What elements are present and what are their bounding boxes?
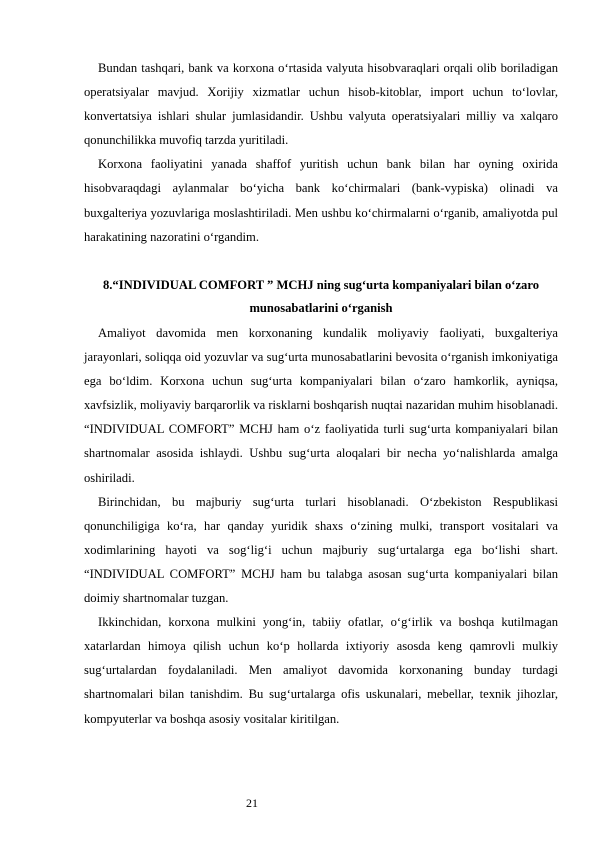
paragraph-bank-currency: Bundan tashqari, bank va korxona o‘rtasida valyuta hisobvaraqlari orqali olib boriladigan operatsiyalar mavjud. Xorijiy xizmatlar uchun hisob-kitoblar, import uchun to‘lovlar, konvertatsiya ishlari shular jumlasidandir. Ushbu valyuta operatsiyalari milliy va xalqaro qonunchilikka muvofiq tarzda yuritiladi.: [84, 61, 558, 148]
bottom-text-block: [84, 321, 558, 731]
paragraph-practice-overview: Amaliyot davomida men korxonaning kundalik moliyaviy faoliyati, buxgalteriya jarayonlari, soliqqa oid yozuvlar va sug‘urta munosabatlarini bevosita o‘rganish imkoniyatiga ega bo‘ldim. Korxona uchun sug‘urta kompaniyalari bilan o‘zaro hamkorlik, ayniqsa, xavfsizlik, moliyaviy barqarorlik va risklarni boshqarish nuqtai nazaridan muhim hisoblanadi. “INDIVIDUAL COMFORT” MCHJ ham o‘z faoliyatida turli sug‘urta kompaniyalari bilan shartnomalar asosida ishlaydi. Ushbu sug‘urta aloqalari bir necha yo‘nalishlarda amalga oshiriladi.: [84, 326, 558, 485]
top-text-block: [84, 56, 558, 249]
section-heading: 8.“INDIVIDUAL COMFORT ” MCHJ ning sug‘urta kompaniyalari bilan o‘zaro munosabatlarini o‘rganish: [102, 278, 540, 315]
paragraph-mandatory-insurance: Birinchidan, bu majburiy sug‘urta turlari hisoblanadi. O‘zbekiston Respublikasi qonunchiligiga ko‘ra, har qanday yuridik shaxs o‘zining mulki, transport vositalari va xodimlarining hayoti va sog‘lig‘i uchun majburiy sug‘urtalarga ega bo‘lishi shart. “INDIVIDUAL COMFORT” MCHJ ham bu talabga asosan sug‘urta kompaniyalari bilan doimiy shartnomalar tuzgan.: [84, 494, 558, 606]
page-number: 21: [246, 796, 258, 810]
paragraph-property-insurance: Ikkinchidan, korxona mulkini yong‘in, tabiiy ofatlar, o‘g‘irlik va boshqa kutilmagan xatarlardan himoya qilish uchun ko‘p hollarda ixtiyoriy asosda keng qamrovli mulkiy sug‘urtalardan foydalaniladi. Men amaliyot davomida korxonaning bunday turdagi shartnomalari bilan tanishdim. Bu sug‘urtalarga ofis uskunalari, mebellar, texnik jihozlar, kompyuterlar va boshqa asosiy vositalar kiritilgan.: [84, 615, 558, 726]
paragraph-bank-statements: Korxona faoliyatini yanada shaffof yuritish uchun bank bilan har oyning oxirida hisobvaraqdagi aylanmalar bo‘yicha bank ko‘chirmalari (bank-vypiska) olinadi va buxgalteriya yozuvlariga moslashtiriladi. Men ushbu ko‘chirmalarni o‘rganib, amaliyotda pul harakatining nazoratini o‘rgandim.: [84, 157, 558, 244]
